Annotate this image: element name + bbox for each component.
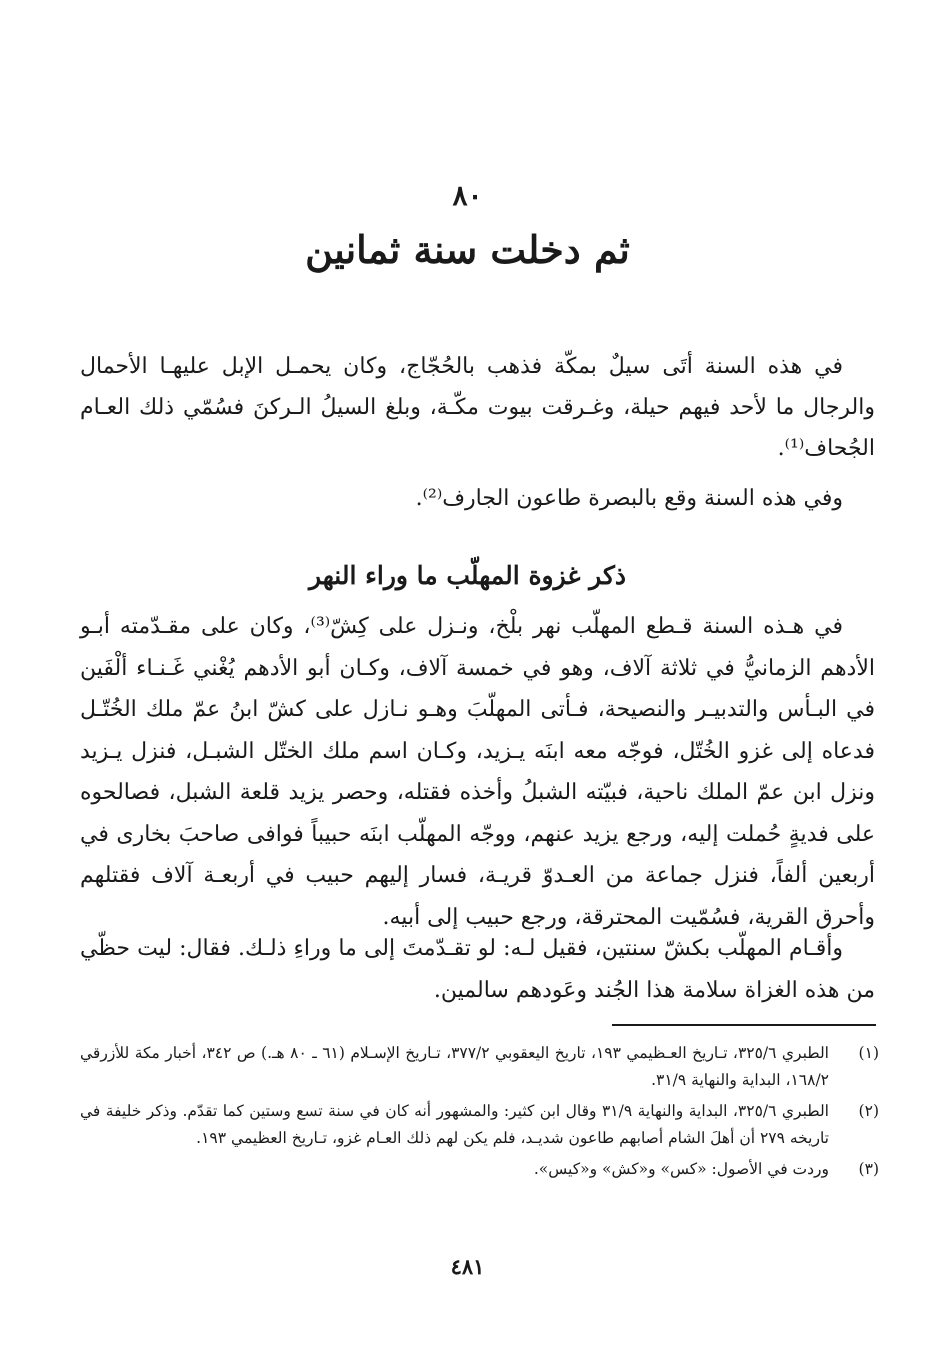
footnote [80, 1040, 879, 1094]
footnote-text: الطبري ٣٢٥/٦، تـاريخ العـظيمي ١٩٣، تاريخ اليعقوبي ٣٧٧/٢، تـاريخ الإسـلام (٦١ ـ ٨٠ هـ.) ص ٣٤٢، أخبار مكة للأزرقي ١٦٨/٢، البداية والنهاية ٣١/٩. [80, 1044, 829, 1089]
footnotes [80, 1040, 879, 1187]
footnote [80, 1156, 879, 1183]
footnote-text: الطبري ٣٢٥/٦، البداية والنهاية ٣١/٩ وقال ابن كثير: والمشهور أنه كان في سنة تسع وستين كما تقدّم. وذكر خليفة في تاريخه ٢٧٩ أن أهلَ الشام أصابهم طاعون شديـد، فلم يكن لهم ذلك العـام غزو، تـاريخ العظيمي ١٩٣. [80, 1102, 829, 1147]
footnote-mark: (٣) [858, 1160, 879, 1178]
paragraph-flood: في هذه السنة أتَى سيلٌ بمكّة فذهب بالحُجّاج، وكان يحمـل الإبل عليهـا الأحمال والرجال ما لأحد فيهم حيلة، وغـرقت بيوت مكّـة، وبلغ السيلُ الـركنَ فسُمّي ذلك العـام الجُحاف⁽¹⁾. [80, 354, 875, 461]
paragraph-campaign-end: وأقـام المهلّب بكشّ سنتين، فقيل لـه: لو تقـدّمتَ إلى ما وراءِ ذلـك. فقال: ليت حظّي من هذه الغزاة سلامة هذا الجُند وعَودهم سالمين. [80, 936, 875, 1003]
footnote-mark: (١) [858, 1044, 879, 1062]
section-heading: ذكر غزوة المهلّب ما وراء النهر [308, 561, 627, 590]
footnote-text: وردت في الأصول: «كس» و«كش» و«كيس». [533, 1160, 829, 1178]
footnote-mark: (٢) [858, 1102, 879, 1120]
chapter-title: ثم دخلت سنة ثمانين [305, 227, 630, 272]
year-number: ٨٠ [452, 179, 483, 212]
footnote [80, 1098, 879, 1152]
paragraph-campaign: في هـذه السنة قـطع المهلّب نهر بلْخ، ونـزل على كِشّ⁽³⁾، وكان على مقـدّمته أبـو الأدهم الزمانيُّ في ثلاثة آلاف، وهو في خمسة آلاف، وكـان أبو الأدهم يُغْني غَـنـاء ألْفَين في البـأس والتدبيـر والنصيحة، فـأتى المهلّبَ وهـو نـازل على كشّ ابنُ عمّ ملك الخُتّـل فدعاه إلى غزو الخُتّل، فوجّه معه ابنَه يـزيد، وكـان اسم ملك الختّل الشبـل، فنزل يـزيد ونزل ابن عمّ الملك ناحية، فبيّته الشبلُ وأخذه فقتله، وحصر يزيد قلعة الشبل، فصالحوه على فديةٍ حُملت إليه، ورجع يزيد عنهم، ووجّه المهلّب ابنَه حبيباً فوافى صاحبَ بخارى في أربعين ألفاً، فنزل جماعة من العـدوّ قريـة، فسار إليهم حبيب في أربعـة آلاف فقتلهم وأحرق القرية، فسُمّيت المحترقة، ورجع حبيب إلى أبيه. [80, 614, 875, 930]
page-number: ٤٨١ [450, 1254, 485, 1279]
paragraph-plague: وفي هذه السنة وقع بالبصرة طاعون الجارف⁽²⁾. [415, 486, 843, 511]
footnote-divider [612, 1024, 876, 1026]
